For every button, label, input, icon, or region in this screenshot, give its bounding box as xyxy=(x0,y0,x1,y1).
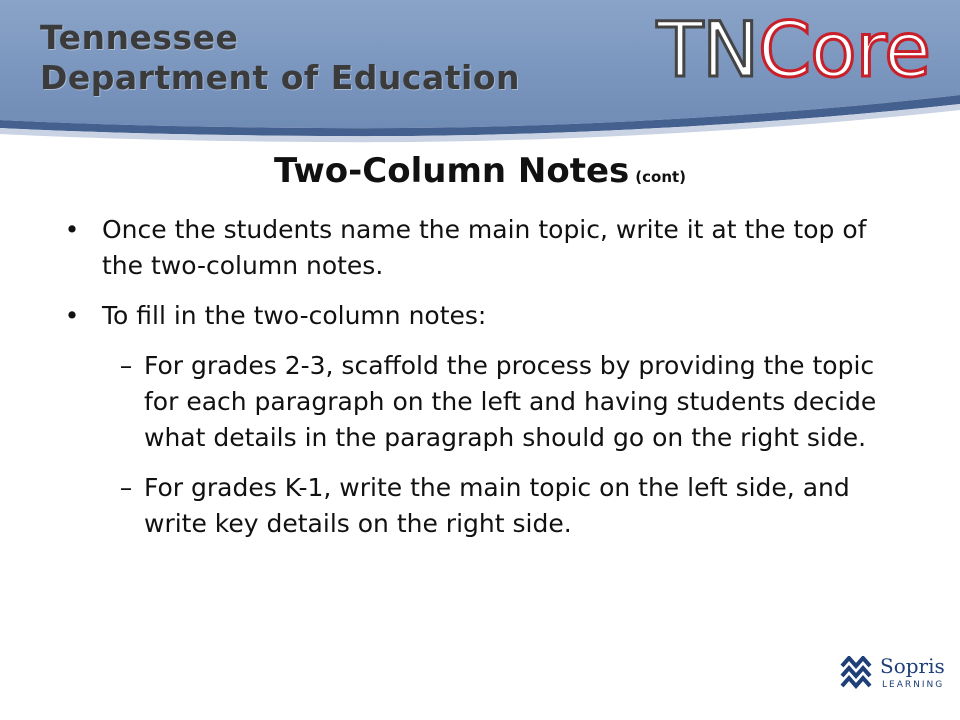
org-name xyxy=(40,18,520,98)
slide-title-main: Two-Column Notes xyxy=(273,151,630,191)
sopris-mark-icon xyxy=(840,656,874,696)
tncore-logo-core: Core xyxy=(758,5,930,94)
tncore-logo xyxy=(656,5,930,94)
slide-title-suffix: (cont) xyxy=(635,168,687,186)
org-name-line2: Department of Education xyxy=(40,58,520,97)
bullet-marker: • xyxy=(64,215,80,244)
bullet-text: Once the students name the main topic, write it at the top of the two-column notes. xyxy=(102,215,867,280)
sub-bullet-marker: – xyxy=(119,473,133,502)
slide-title xyxy=(0,146,960,202)
sub-bullet-item xyxy=(62,470,902,542)
tncore-logo-tn: TN xyxy=(656,5,759,94)
bullet-marker: • xyxy=(64,301,80,330)
sopris-logo-sub: LEARNING xyxy=(882,680,945,690)
sub-bullet-item xyxy=(62,348,902,456)
sopris-logo xyxy=(840,652,945,700)
bullet-item xyxy=(62,212,902,284)
sub-bullet-text: For grades 2-3, scaffold the process by providing the topic for each paragraph on the left and having students decide what details in the paragraph should go on the right side. xyxy=(144,351,877,452)
bullet-item xyxy=(62,298,902,334)
sopris-logo-name: Sopris xyxy=(880,654,945,678)
sub-bullet-marker: – xyxy=(119,351,133,380)
sub-bullet-text: For grades K-1, write the main topic on the left side, and write key details on the right side. xyxy=(144,473,850,538)
org-name-line1: Tennessee xyxy=(40,18,239,57)
slide-body xyxy=(62,212,902,556)
bullet-text: To fill in the two-column notes: xyxy=(102,301,487,330)
header-banner xyxy=(0,0,960,150)
